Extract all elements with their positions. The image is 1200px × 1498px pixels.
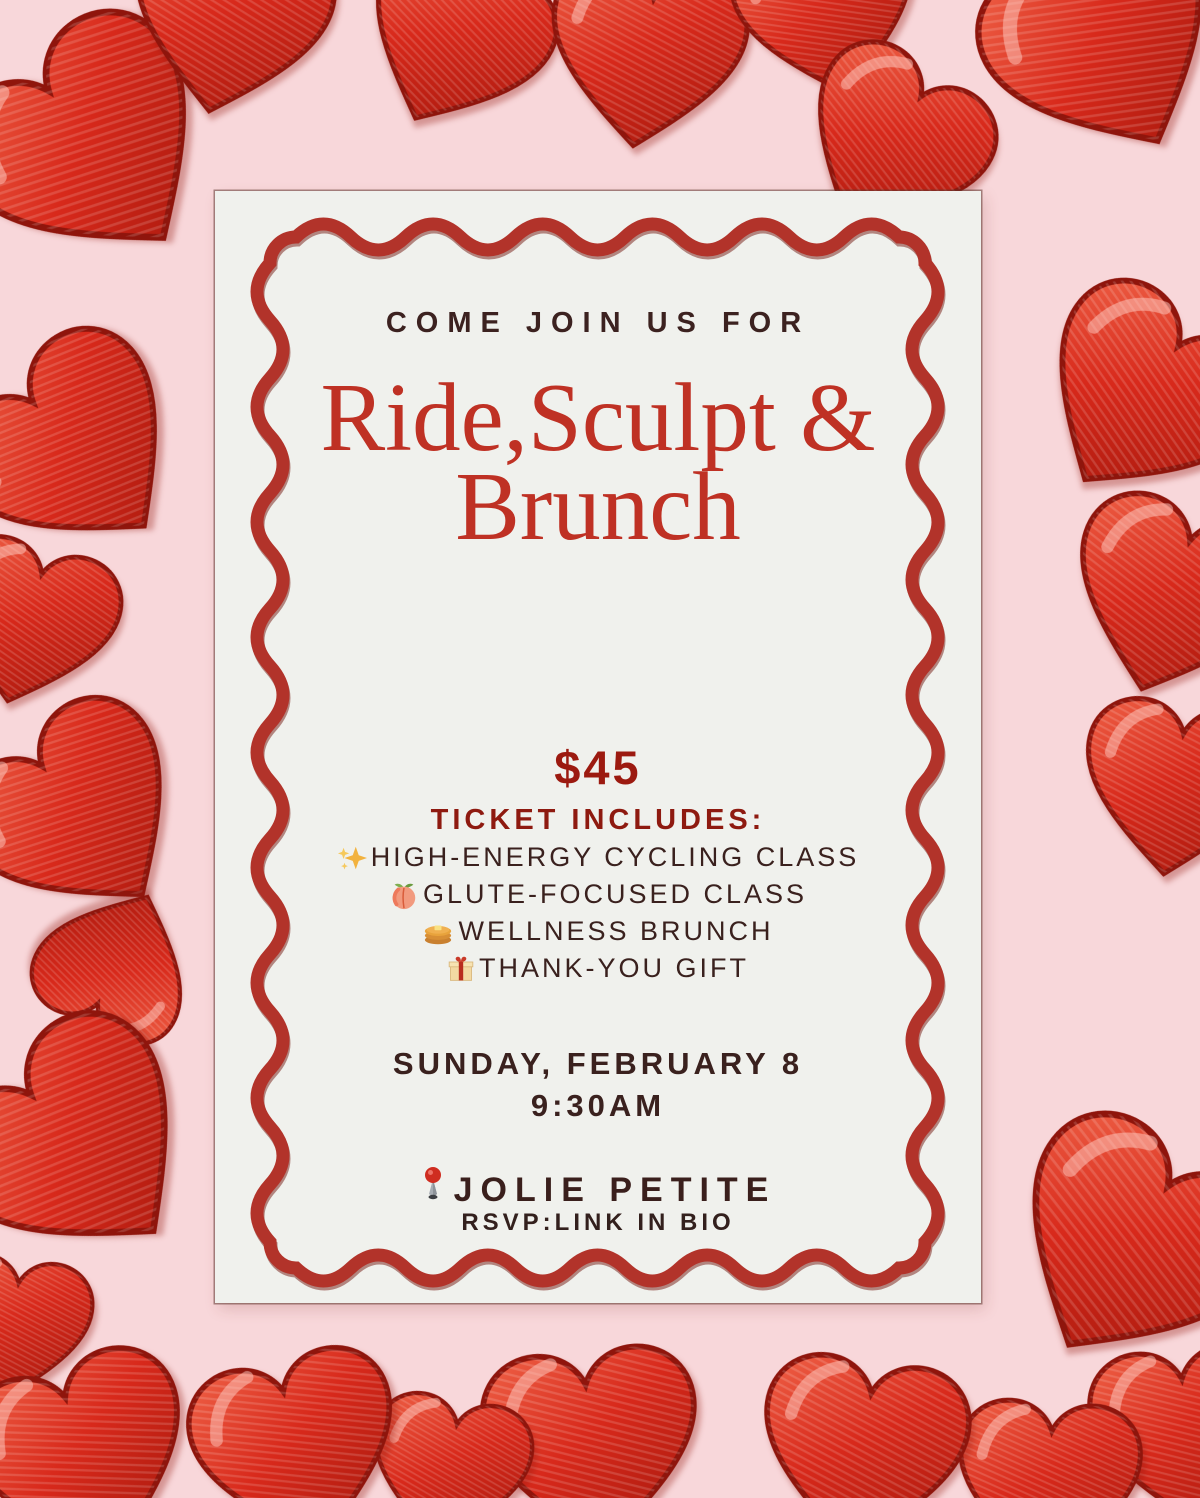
ticket-includes-heading: TICKET INCLUDES: <box>430 804 766 836</box>
rsvp-text: RSVP:LINK IN BIO <box>461 1209 735 1236</box>
heart-shape <box>1060 682 1200 897</box>
sparkles-icon <box>337 843 367 873</box>
location-pin-icon <box>420 1166 446 1215</box>
location-name: JOLIE PETITE <box>453 1171 777 1209</box>
event-location <box>215 1166 981 1215</box>
event-date: SUNDAY, FEBRUARY 8 <box>392 1046 804 1081</box>
ticket-item <box>215 950 981 987</box>
ticket-item <box>215 876 981 913</box>
heart-shape <box>736 1337 988 1498</box>
gift-icon <box>447 955 475 983</box>
eyebrow-text: COME JOIN US FOR <box>385 307 811 339</box>
event-title-line1: Ride,Sculpt & <box>320 364 876 471</box>
ticket-item <box>215 839 981 876</box>
price-text: $45 <box>554 741 642 794</box>
pancakes-icon <box>422 918 454 946</box>
ticket-item <box>215 913 981 950</box>
event-title <box>215 364 981 561</box>
ticket-item-label: WELLNESS BRUNCH <box>458 916 774 946</box>
event-datetime <box>215 1043 981 1127</box>
event-title-line2: Brunch <box>455 453 741 561</box>
ticket-items-list <box>215 839 981 987</box>
ticket-item-label: THANK-YOU GIFT <box>479 953 749 983</box>
event-time: 9:30AM <box>530 1088 666 1123</box>
invitation-card <box>215 191 981 1303</box>
ticket-item-label: HIGH-ENERGY CYCLING CLASS <box>370 842 860 872</box>
peach-icon <box>389 880 419 910</box>
ticket-item-label: GLUTE-FOCUSED CLASS <box>422 879 808 909</box>
